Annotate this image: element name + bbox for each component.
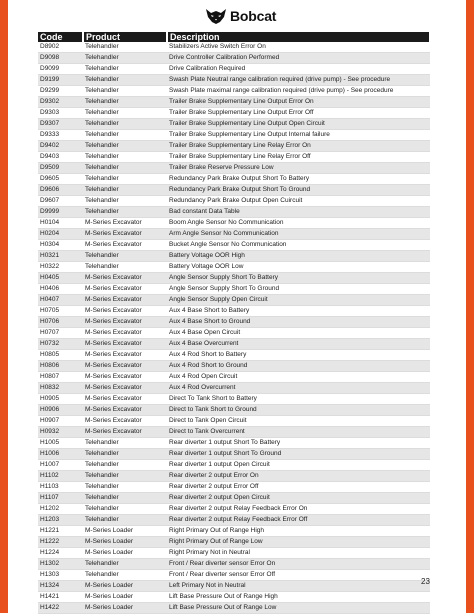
cell-description: Direct to Tank Overcurrent bbox=[167, 427, 430, 438]
cell-description: Rear diverter 2 output Error On bbox=[167, 471, 430, 482]
cell-code: H0732 bbox=[38, 339, 83, 350]
fault-code-table bbox=[38, 32, 431, 614]
table-row bbox=[38, 284, 430, 295]
cell-description: Aux 4 Rod Overcurrent bbox=[167, 383, 430, 394]
table-row bbox=[38, 97, 430, 108]
cell-description: Aux 4 Rod Short to Ground bbox=[167, 361, 430, 372]
table-row bbox=[38, 372, 430, 383]
cell-product: M-Series Excavator bbox=[83, 306, 167, 317]
cell-product: Telehandler bbox=[83, 559, 167, 570]
cell-description: Drive Calibration Required bbox=[167, 64, 430, 75]
cell-product: Telehandler bbox=[83, 174, 167, 185]
cell-code: H0204 bbox=[38, 229, 83, 240]
cell-product: M-Series Excavator bbox=[83, 361, 167, 372]
table-row bbox=[38, 416, 430, 427]
table-row bbox=[38, 504, 430, 515]
table-row bbox=[38, 405, 430, 416]
cell-code: D9509 bbox=[38, 163, 83, 174]
cell-description: Drive Controller Calibration Performed bbox=[167, 53, 430, 64]
cell-description: Trailer Brake Supplementary Line Relay Error On bbox=[167, 141, 430, 152]
cell-description: Trailer Brake Supplementary Line Output Open Circuit bbox=[167, 119, 430, 130]
cell-code: H1224 bbox=[38, 548, 83, 559]
cell-description: Battery Voltage OOR Low bbox=[167, 262, 430, 273]
cell-code: H1222 bbox=[38, 537, 83, 548]
cell-code: H0832 bbox=[38, 383, 83, 394]
table-row bbox=[38, 174, 430, 185]
cell-description: Swash Plate maximal range calibration required (drive pump) - See procedure bbox=[167, 86, 430, 97]
cell-code: H0707 bbox=[38, 328, 83, 339]
cell-product: Telehandler bbox=[83, 515, 167, 526]
table-row bbox=[38, 570, 430, 581]
table-row bbox=[38, 64, 430, 75]
cell-product: M-Series Excavator bbox=[83, 328, 167, 339]
cell-code: H1421 bbox=[38, 592, 83, 603]
cell-description: Rear diverter 1 output Open Circuit bbox=[167, 460, 430, 471]
cell-product: Telehandler bbox=[83, 185, 167, 196]
cell-code: H0406 bbox=[38, 284, 83, 295]
table-row bbox=[38, 581, 430, 592]
cell-code: H0321 bbox=[38, 251, 83, 262]
cell-code: H0905 bbox=[38, 394, 83, 405]
cell-code: D9333 bbox=[38, 130, 83, 141]
cell-code: H1324 bbox=[38, 581, 83, 592]
table-row bbox=[38, 482, 430, 493]
cell-code: H1203 bbox=[38, 515, 83, 526]
cell-code: D9999 bbox=[38, 207, 83, 218]
cell-code: H0705 bbox=[38, 306, 83, 317]
table-row bbox=[38, 42, 430, 53]
cell-code: D9302 bbox=[38, 97, 83, 108]
cell-description: Rear diverter 1 output Short To Battery bbox=[167, 438, 430, 449]
cell-description: Left Primary Not in Neutral bbox=[167, 581, 430, 592]
cell-product: Telehandler bbox=[83, 449, 167, 460]
cell-description: Angle Sensor Supply Short To Battery bbox=[167, 273, 430, 284]
left-accent-bar bbox=[0, 0, 8, 613]
table-row bbox=[38, 130, 430, 141]
table-row bbox=[38, 196, 430, 207]
cell-description: Rear diverter 2 output Relay Feedback Error On bbox=[167, 504, 430, 515]
table-row bbox=[38, 394, 430, 405]
cell-description: Rear diverter 2 output Error Off bbox=[167, 482, 430, 493]
table-row bbox=[38, 251, 430, 262]
cell-product: M-Series Excavator bbox=[83, 229, 167, 240]
cell-product: Telehandler bbox=[83, 130, 167, 141]
brand-name: Bobcat bbox=[230, 8, 277, 24]
cell-code: H1007 bbox=[38, 460, 83, 471]
page-number: 23 bbox=[421, 577, 430, 586]
cell-description: Angle Sensor Supply Open Circuit bbox=[167, 295, 430, 306]
cell-product: M-Series Excavator bbox=[83, 218, 167, 229]
table-row bbox=[38, 53, 430, 64]
cell-product: Telehandler bbox=[83, 493, 167, 504]
table-row bbox=[38, 163, 430, 174]
cell-description: Front / Rear diverter sensor Error On bbox=[167, 559, 430, 570]
cell-product: Telehandler bbox=[83, 570, 167, 581]
cell-code: H0304 bbox=[38, 240, 83, 251]
cell-description: Lift Base Pressure Out of Range Low bbox=[167, 603, 430, 614]
cell-description: Rear diverter 1 output Short To Ground bbox=[167, 449, 430, 460]
cell-product: M-Series Loader bbox=[83, 537, 167, 548]
table-row bbox=[38, 471, 430, 482]
cell-code: D9606 bbox=[38, 185, 83, 196]
cell-code: H0322 bbox=[38, 262, 83, 273]
cell-code: D9307 bbox=[38, 119, 83, 130]
table-row bbox=[38, 141, 430, 152]
cell-description: Rear diverter 2 output Open Circuit bbox=[167, 493, 430, 504]
cell-description: Stabilizers Active Switch Error On bbox=[167, 42, 430, 53]
cell-description: Bad constant Data Table bbox=[167, 207, 430, 218]
cell-description: Right Primary Out of Range High bbox=[167, 526, 430, 537]
cell-product: M-Series Excavator bbox=[83, 317, 167, 328]
cell-description: Redundancy Park Brake Output Short To Battery bbox=[167, 174, 430, 185]
cell-code: D9403 bbox=[38, 152, 83, 163]
table-row bbox=[38, 592, 430, 603]
cell-code: D8902 bbox=[38, 42, 83, 53]
cell-description: Aux 4 Base Overcurrent bbox=[167, 339, 430, 350]
cell-product: Telehandler bbox=[83, 42, 167, 53]
cell-product: Telehandler bbox=[83, 460, 167, 471]
cell-code: D9098 bbox=[38, 53, 83, 64]
cell-description: Battery Voltage OOR High bbox=[167, 251, 430, 262]
table-body bbox=[38, 42, 430, 614]
cell-code: H1302 bbox=[38, 559, 83, 570]
table-row bbox=[38, 460, 430, 471]
cell-code: H1107 bbox=[38, 493, 83, 504]
cell-product: Telehandler bbox=[83, 75, 167, 86]
column-header-product: Product bbox=[83, 32, 167, 42]
table-row bbox=[38, 295, 430, 306]
cell-product: Telehandler bbox=[83, 482, 167, 493]
cell-description: Boom Angle Sensor No Communication bbox=[167, 218, 430, 229]
cell-product: Telehandler bbox=[83, 108, 167, 119]
cell-product: M-Series Excavator bbox=[83, 240, 167, 251]
cell-product: M-Series Excavator bbox=[83, 394, 167, 405]
cell-product: M-Series Excavator bbox=[83, 284, 167, 295]
table-row bbox=[38, 339, 430, 350]
cell-product: Telehandler bbox=[83, 97, 167, 108]
cell-code: H1303 bbox=[38, 570, 83, 581]
column-header-code: Code bbox=[38, 32, 83, 42]
table-row bbox=[38, 185, 430, 196]
table-row bbox=[38, 548, 430, 559]
cell-product: M-Series Excavator bbox=[83, 339, 167, 350]
cell-code: H0407 bbox=[38, 295, 83, 306]
right-accent-bar bbox=[466, 0, 474, 613]
cell-code: H0104 bbox=[38, 218, 83, 229]
cell-description: Aux 4 Base Short to Battery bbox=[167, 306, 430, 317]
table-row bbox=[38, 262, 430, 273]
cell-code: D9303 bbox=[38, 108, 83, 119]
table-row bbox=[38, 559, 430, 570]
cell-description: Aux 4 Rod Short to Battery bbox=[167, 350, 430, 361]
cell-description: Redundancy Park Brake Output Short To Ground bbox=[167, 185, 430, 196]
cell-description: Aux 4 Rod Open Circuit bbox=[167, 372, 430, 383]
table-row bbox=[38, 317, 430, 328]
cell-product: M-Series Excavator bbox=[83, 273, 167, 284]
cell-product: M-Series Excavator bbox=[83, 350, 167, 361]
table-row bbox=[38, 350, 430, 361]
cell-description: Trailer Brake Reserve Pressure Low bbox=[167, 163, 430, 174]
cell-product: Telehandler bbox=[83, 207, 167, 218]
cell-product: M-Series Loader bbox=[83, 581, 167, 592]
table-row bbox=[38, 438, 430, 449]
cell-code: H0405 bbox=[38, 273, 83, 284]
cell-product: M-Series Excavator bbox=[83, 416, 167, 427]
cell-product: Telehandler bbox=[83, 251, 167, 262]
cell-code: D9199 bbox=[38, 75, 83, 86]
table-row bbox=[38, 218, 430, 229]
cell-description: Trailer Brake Supplementary Line Output Internal failure bbox=[167, 130, 430, 141]
cell-code: H1102 bbox=[38, 471, 83, 482]
cell-description: Direct to Tank Short to Ground bbox=[167, 405, 430, 416]
cell-description: Trailer Brake Supplementary Line Relay Error Off bbox=[167, 152, 430, 163]
cell-product: Telehandler bbox=[83, 163, 167, 174]
cell-code: H1221 bbox=[38, 526, 83, 537]
cell-description: Aux 4 Base Short to Ground bbox=[167, 317, 430, 328]
table-header-row bbox=[38, 32, 430, 42]
column-header-description: Description bbox=[167, 32, 430, 42]
table-row bbox=[38, 383, 430, 394]
table-row bbox=[38, 493, 430, 504]
table-row bbox=[38, 537, 430, 548]
table-row bbox=[38, 328, 430, 339]
cell-product: Telehandler bbox=[83, 152, 167, 163]
cell-code: H0807 bbox=[38, 372, 83, 383]
cell-description: Right Primary Not in Neutral bbox=[167, 548, 430, 559]
cell-code: H0907 bbox=[38, 416, 83, 427]
cell-product: M-Series Excavator bbox=[83, 383, 167, 394]
cell-product: Telehandler bbox=[83, 141, 167, 152]
cell-product: M-Series Loader bbox=[83, 592, 167, 603]
cell-code: H0805 bbox=[38, 350, 83, 361]
table-row bbox=[38, 449, 430, 460]
table-row bbox=[38, 207, 430, 218]
table-row bbox=[38, 427, 430, 438]
cell-code: H1005 bbox=[38, 438, 83, 449]
cell-code: D9299 bbox=[38, 86, 83, 97]
cell-description: Bucket Angle Sensor No Communication bbox=[167, 240, 430, 251]
cell-description: Redundancy Park Brake Output Open Cuircuit bbox=[167, 196, 430, 207]
cell-description: Trailer Brake Supplementary Line Output Error On bbox=[167, 97, 430, 108]
cell-description: Swash Plate Neutral range calibration required (drive pump) - See procedure bbox=[167, 75, 430, 86]
cell-code: H0806 bbox=[38, 361, 83, 372]
table-row bbox=[38, 361, 430, 372]
table-row bbox=[38, 526, 430, 537]
cell-description: Trailer Brake Supplementary Line Output Error Off bbox=[167, 108, 430, 119]
cell-product: M-Series Excavator bbox=[83, 372, 167, 383]
cell-description: Direct To Tank Short to Battery bbox=[167, 394, 430, 405]
table-row bbox=[38, 603, 430, 614]
cell-product: Telehandler bbox=[83, 196, 167, 207]
table-row bbox=[38, 119, 430, 130]
cell-description: Direct to Tank Open Circuit bbox=[167, 416, 430, 427]
cell-code: H1103 bbox=[38, 482, 83, 493]
cell-description: Arm Angle Sensor No Communication bbox=[167, 229, 430, 240]
cell-product: M-Series Loader bbox=[83, 548, 167, 559]
table-row bbox=[38, 273, 430, 284]
table-row bbox=[38, 240, 430, 251]
table-row bbox=[38, 229, 430, 240]
cell-description: Lift Base Pressure Out of Range High bbox=[167, 592, 430, 603]
cell-code: D9099 bbox=[38, 64, 83, 75]
cell-product: Telehandler bbox=[83, 86, 167, 97]
cell-description: Aux 4 Base Open Circuit bbox=[167, 328, 430, 339]
cell-description: Angle Sensor Supply Short To Ground bbox=[167, 284, 430, 295]
table-row bbox=[38, 152, 430, 163]
table-row bbox=[38, 306, 430, 317]
cell-product: Telehandler bbox=[83, 471, 167, 482]
cell-code: H1202 bbox=[38, 504, 83, 515]
cell-product: Telehandler bbox=[83, 438, 167, 449]
cell-product: M-Series Excavator bbox=[83, 405, 167, 416]
brand-logo bbox=[205, 6, 276, 26]
table-row bbox=[38, 515, 430, 526]
cell-code: H1006 bbox=[38, 449, 83, 460]
cell-product: Telehandler bbox=[83, 262, 167, 273]
cell-description: Front / Rear diverter sensor Error Off bbox=[167, 570, 430, 581]
cell-product: Telehandler bbox=[83, 504, 167, 515]
cell-code: H0932 bbox=[38, 427, 83, 438]
cell-product: M-Series Excavator bbox=[83, 295, 167, 306]
fault-code-table-container bbox=[38, 32, 430, 614]
cell-description: Right Primary Out of Range Low bbox=[167, 537, 430, 548]
table-row bbox=[38, 108, 430, 119]
table-row bbox=[38, 75, 430, 86]
bobcat-logo-icon bbox=[205, 7, 227, 25]
cell-product: M-Series Excavator bbox=[83, 427, 167, 438]
cell-code: H0706 bbox=[38, 317, 83, 328]
cell-code: H1422 bbox=[38, 603, 83, 614]
cell-description: Rear diverter 2 output Relay Feedback Error Off bbox=[167, 515, 430, 526]
cell-code: D9402 bbox=[38, 141, 83, 152]
cell-product: Telehandler bbox=[83, 119, 167, 130]
table-row bbox=[38, 86, 430, 97]
cell-code: D9607 bbox=[38, 196, 83, 207]
cell-product: M-Series Loader bbox=[83, 603, 167, 614]
cell-code: D9605 bbox=[38, 174, 83, 185]
cell-product: M-Series Loader bbox=[83, 526, 167, 537]
cell-product: Telehandler bbox=[83, 64, 167, 75]
cell-code: H0906 bbox=[38, 405, 83, 416]
cell-product: Telehandler bbox=[83, 53, 167, 64]
